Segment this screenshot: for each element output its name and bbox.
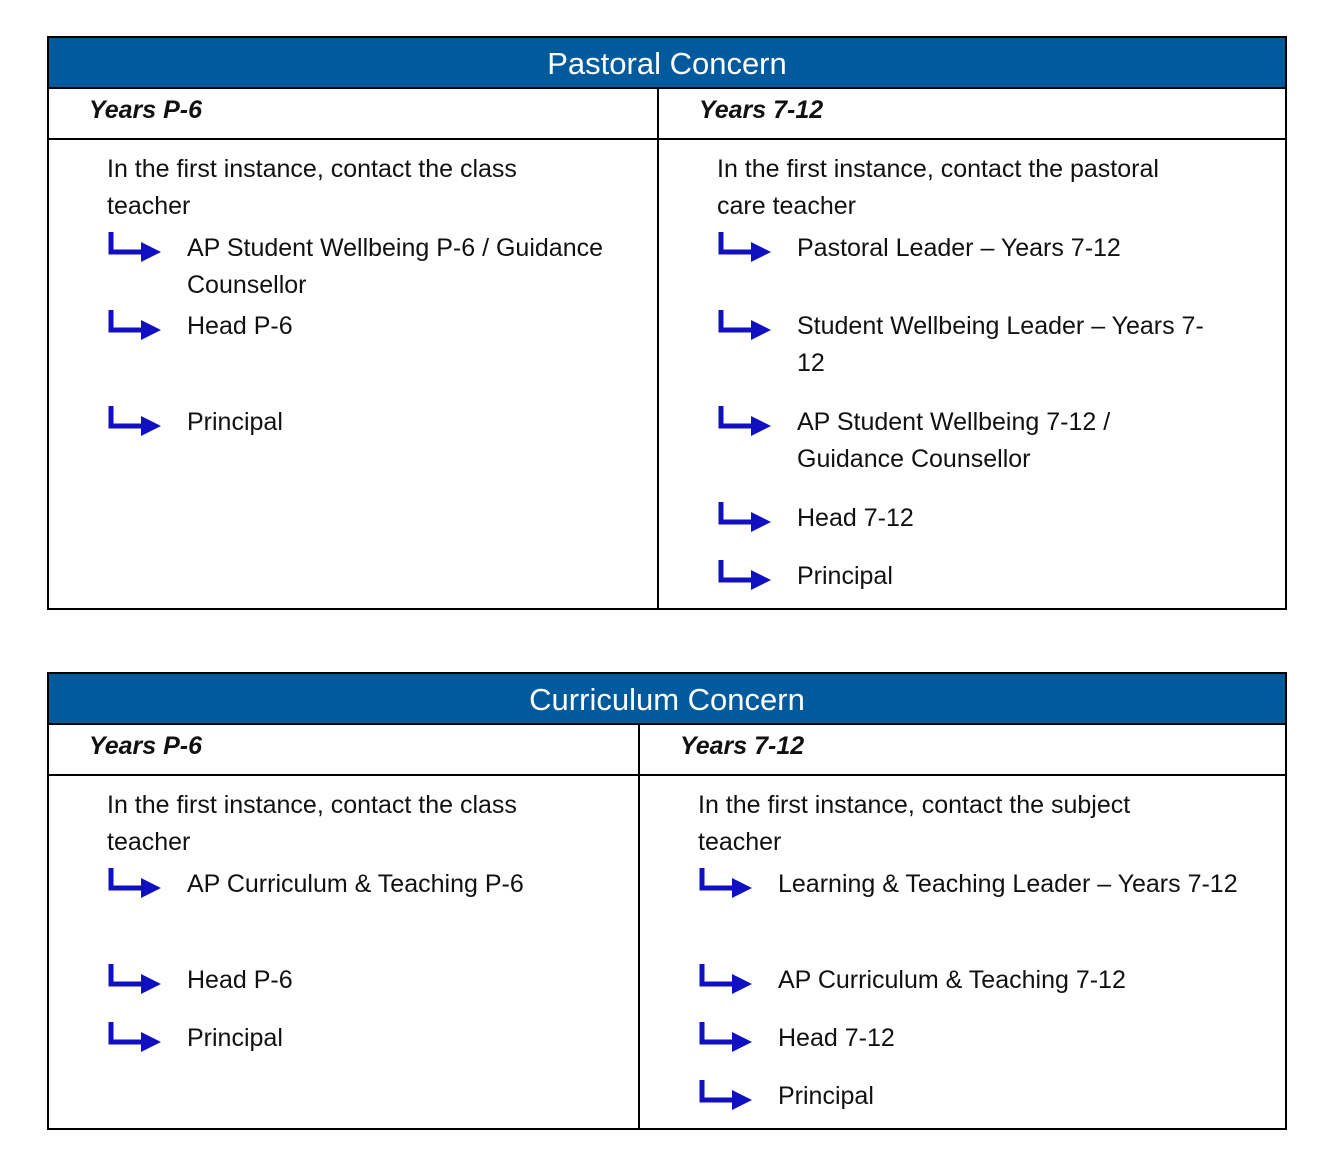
curriculum-column-divider <box>638 725 640 1128</box>
pastoral-left-step-label: Principal <box>187 408 283 436</box>
curriculum-left-step-label: Principal <box>187 1024 283 1052</box>
pastoral-right-step-label: Student Wellbeing Leader – Years 7-12 <box>797 312 1204 377</box>
pastoral-left-heading: Years P-6 <box>89 96 203 124</box>
curriculum-right-intro: In the first instance, contact the subject teacher <box>698 791 1131 856</box>
pastoral-concern-table <box>47 36 1287 610</box>
curriculum-left-step-label: AP Curriculum & Teaching P-6 <box>187 870 524 898</box>
arrow-down-right-icon <box>107 962 163 998</box>
pastoral-left-step-label: Head P-6 <box>187 312 293 340</box>
curriculum-left-step-label: Head P-6 <box>187 966 293 994</box>
arrow-down-right-icon <box>717 404 773 440</box>
curriculum-header-divider <box>49 774 1285 776</box>
pastoral-right-step-label: AP Student Wellbeing 7-12 / Guidance Counsellor <box>797 408 1111 473</box>
pastoral-right-step-label: Pastoral Leader – Years 7-12 <box>797 234 1121 262</box>
pastoral-right-heading: Years 7-12 <box>699 96 824 124</box>
pastoral-right-step-label: Principal <box>797 562 893 590</box>
curriculum-concern-table <box>47 672 1287 1130</box>
pastoral-column-divider <box>657 89 659 608</box>
curriculum-right-heading: Years 7-12 <box>680 732 805 760</box>
arrow-down-right-icon <box>107 1020 163 1056</box>
curriculum-right-step-label: Principal <box>778 1082 874 1110</box>
curriculum-right-step-label: AP Curriculum & Teaching 7-12 <box>778 966 1126 994</box>
pastoral-left-step-label: AP Student Wellbeing P-6 / Guidance Counsellor <box>187 234 604 299</box>
arrow-down-right-icon <box>698 1020 754 1056</box>
arrow-down-right-icon <box>107 404 163 440</box>
curriculum-concern-title: Curriculum Concern <box>49 674 1285 725</box>
pastoral-right-intro: In the first instance, contact the pastoral care teacher <box>717 155 1159 220</box>
curriculum-left-intro: In the first instance, contact the class teacher <box>107 791 517 856</box>
arrow-down-right-icon <box>698 866 754 902</box>
arrow-down-right-icon <box>698 1078 754 1114</box>
pastoral-right-step-label: Head 7-12 <box>797 504 914 532</box>
curriculum-right-step-label: Learning & Teaching Leader – Years 7-12 <box>778 870 1238 898</box>
arrow-down-right-icon <box>107 866 163 902</box>
pastoral-header-divider <box>49 138 1285 140</box>
arrow-down-right-icon <box>107 230 163 266</box>
arrow-down-right-icon <box>717 558 773 594</box>
arrow-down-right-icon <box>698 962 754 998</box>
arrow-down-right-icon <box>717 500 773 536</box>
arrow-down-right-icon <box>107 308 163 344</box>
curriculum-left-heading: Years P-6 <box>89 732 203 760</box>
arrow-down-right-icon <box>717 230 773 266</box>
pastoral-left-intro: In the first instance, contact the class teacher <box>107 155 517 220</box>
arrow-down-right-icon <box>717 308 773 344</box>
curriculum-right-step-label: Head 7-12 <box>778 1024 895 1052</box>
pastoral-concern-title: Pastoral Concern <box>49 38 1285 89</box>
